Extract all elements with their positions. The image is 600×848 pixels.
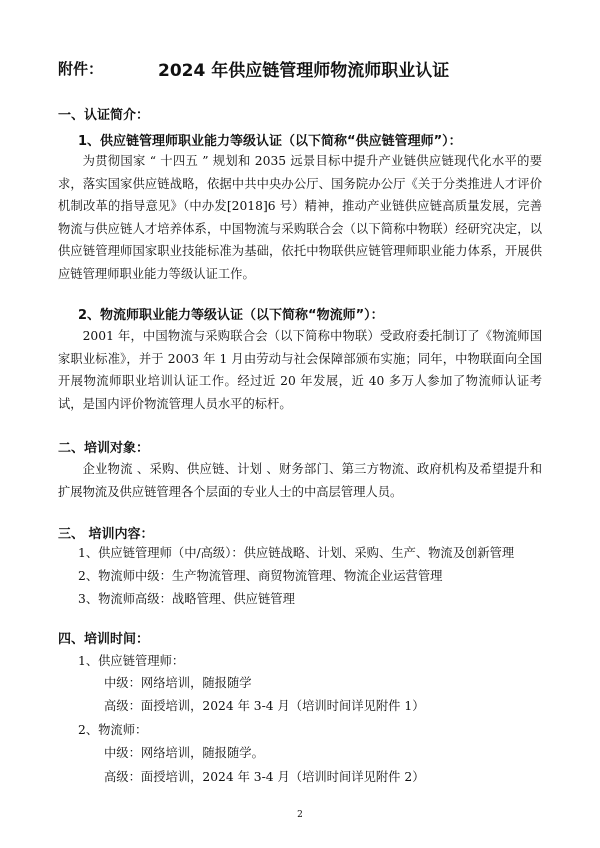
content-item: 2、物流师中级：生产物流管理、商贸物流管理、物流企业运营管理 [78,569,443,583]
page-number: 2 [297,810,303,820]
document-title: 2024 年供应链管理师物流师职业认证 [158,61,450,81]
section-heading-intro: 一、认证简介： [58,108,150,123]
schedule-group-label-scm: 1、供应链管理师： [78,654,185,668]
section-heading-schedule: 四、培训时间： [58,632,150,647]
content-item: 1、供应链管理师（中/高级）：供应链战略、计划、采购、生产、物流及创新管理 [78,546,515,560]
schedule-scm-high: 高级：面授培训，2024 年 3-4 月（培训时间详见附件 1） [104,699,425,713]
schedule-logistics-mid: 中级：网络培训，随报随学。 [104,746,264,760]
paragraph-scm: 为贯彻国家 “ 十四五 ” 规划和 2035 远景目标中提升产业链供应链现代化水平的要求，落实国家供应链战略，依据中共中央办公厅、国务院办公厅《关于分类推进人才评价机制改革的指导意见》（中办发[2018]6 号）精神，推动产业链供应链高质量发展，完善物流与供应链人才培养体系，中国物流与采购联合会（以下简称中物联）经研究决定，以供应链管理师国家职业技能标准为基础，依托中物联供应链管理师职业能力体系，开展供应链管理师职业能力等级认证工作。 [58,154,542,281]
subsection-heading-logistics: 2、物流师职业能力等级认证（以下简称“物流师”）： [78,308,384,323]
paragraph-logistics: 2001 年，中国物流与采购联合会（以下简称中物联）受政府委托制订了《物流师国家职业标准》，并于 2003 年 1 月由劳动与社会保障部颁布实施；同年，中物联面向全国开展物流师职业培训认证工作。经过近 20 年发展，近 40 多万人参加了物流师认证考试，是国内评价物流管理人员水平的标杆。 [58,329,542,411]
schedule-scm-mid: 中级：网络培训，随报随学 [104,676,252,690]
schedule-group-label-logistics: 2、物流师： [78,723,148,737]
section-heading-audience: 二、培训对象： [58,441,150,456]
subsection-heading-scm: 1、供应链管理师职业能力等级认证（以下简称“供应链管理师”）： [78,134,462,149]
content-item: 3、物流师高级：战略管理、供应链管理 [78,592,295,606]
schedule-logistics-high: 高级：面授培训，2024 年 3-4 月（培训时间详见附件 2） [104,770,425,784]
section-heading-content: 三、 培训内容： [58,527,154,542]
attachment-label: 附件： [58,60,104,78]
paragraph-audience: 企业物流 、采购、供应链、计划 、财务部门、第三方物流、政府机构及希望提升和扩展物流及供应链管理各个层面的专业人士的中高层管理人员。 [58,462,542,499]
